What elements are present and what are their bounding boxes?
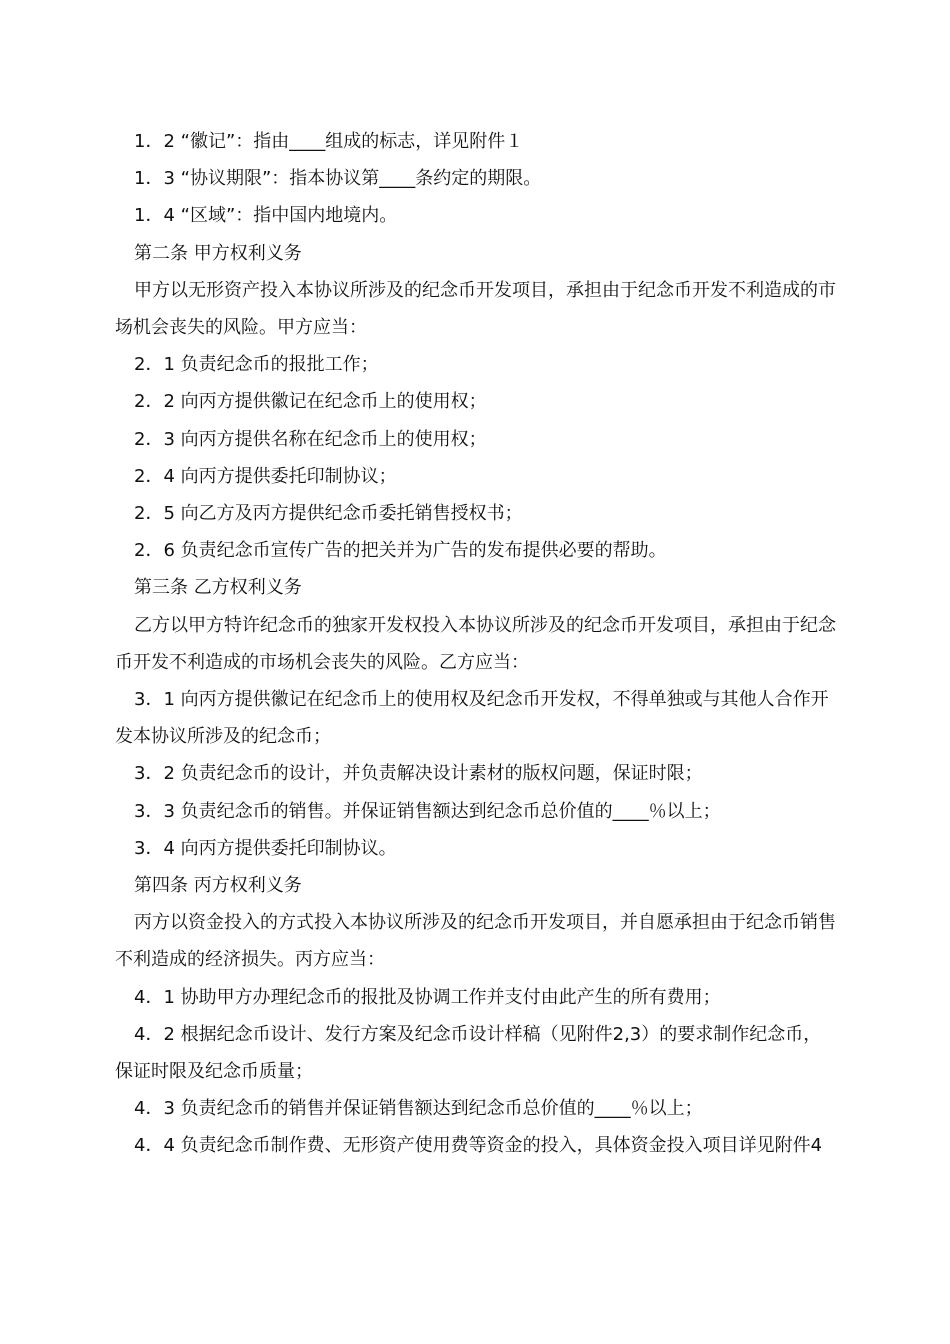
clause-2-5: 2．5 向乙方及丙方提供纪念币委托销售授权书； [134, 503, 523, 525]
clause-2-6: 2．6 负责纪念币宣传广告的把关并为广告的发布提供必要的帮助。 [134, 540, 667, 562]
clause-2-3: 2．3 向丙方提供名称在纪念币上的使用权； [134, 428, 487, 450]
article-4-intro: 丙方以资金投入的方式投入本协议所涉及的纪念币开发项目，并自愿承担由于纪念币销售不利造成的经济损失。丙方应当： [115, 912, 836, 971]
clause-4-2: 4．2 根据纪念币设计、发行方案及纪念币设计样稿（见附件2,3）的要求制作纪念币，保证时限及纪念币质量； [115, 1023, 822, 1083]
clause-1-2: 1．2 “徽记”：指由____组成的标志，详见附件１ [134, 131, 524, 152]
article-2-heading: 第二条 甲方权利义务 [134, 242, 302, 264]
clause-4-4: 4．4 负责纪念币制作费、无形资产使用费等资金的投入，具体资金投入项目详见附件4 [134, 1135, 823, 1157]
article-4-heading: 第四条 丙方权利义务 [134, 875, 302, 897]
article-3-heading: 第三条 乙方权利义务 [134, 577, 302, 599]
clause-1-4: 1．4 “区域”：指中国内地境内。 [134, 205, 398, 227]
clause-3-1: 3．1 向丙方提供徽记在纪念币上的使用权及纪念币开发权，不得单独或与其他人合作开发本协议所涉及的纪念币； [115, 689, 829, 748]
clause-3-4: 3．4 向丙方提供委托印制协议。 [134, 837, 397, 859]
article-2-intro: 甲方以无形资产投入本协议所涉及的纪念币开发项目，承担由于纪念币开发不利造成的市场机会丧失的风险。甲方应当： [115, 279, 836, 339]
clause-2-4: 2．4 向丙方提供委托印制协议； [134, 465, 397, 487]
clause-4-3: 4．3 负责纪念币的销售并保证销售额达到纪念币总价值的____％以上； [134, 1098, 703, 1120]
document-body [115, 123, 837, 1165]
clause-3-2: 3．2 负责纪念币的设计，并负责解决设计素材的版权问题，保证时限； [134, 763, 703, 785]
clause-4-1: 4．1 协助甲方办理纪念币的报批及协调工作并支付由此产生的所有费用； [134, 986, 721, 1008]
clause-3-3: 3．3 负责纪念币的销售。并保证销售额达到纪念币总价值的____％以上； [134, 800, 721, 822]
clause-2-2: 2．2 向丙方提供徽记在纪念币上的使用权； [134, 391, 487, 413]
clause-2-1: 2．1 负责纪念币的报批工作； [134, 354, 379, 376]
clause-1-3: 1．3 “协议期限”：指本协议第____条约定的期限。 [134, 168, 542, 190]
article-3-intro: 乙方以甲方特许纪念币的独家开发权投入本协议所涉及的纪念币开发项目，承担由于纪念币开发不利造成的市场机会丧失的风险。乙方应当： [115, 614, 836, 673]
